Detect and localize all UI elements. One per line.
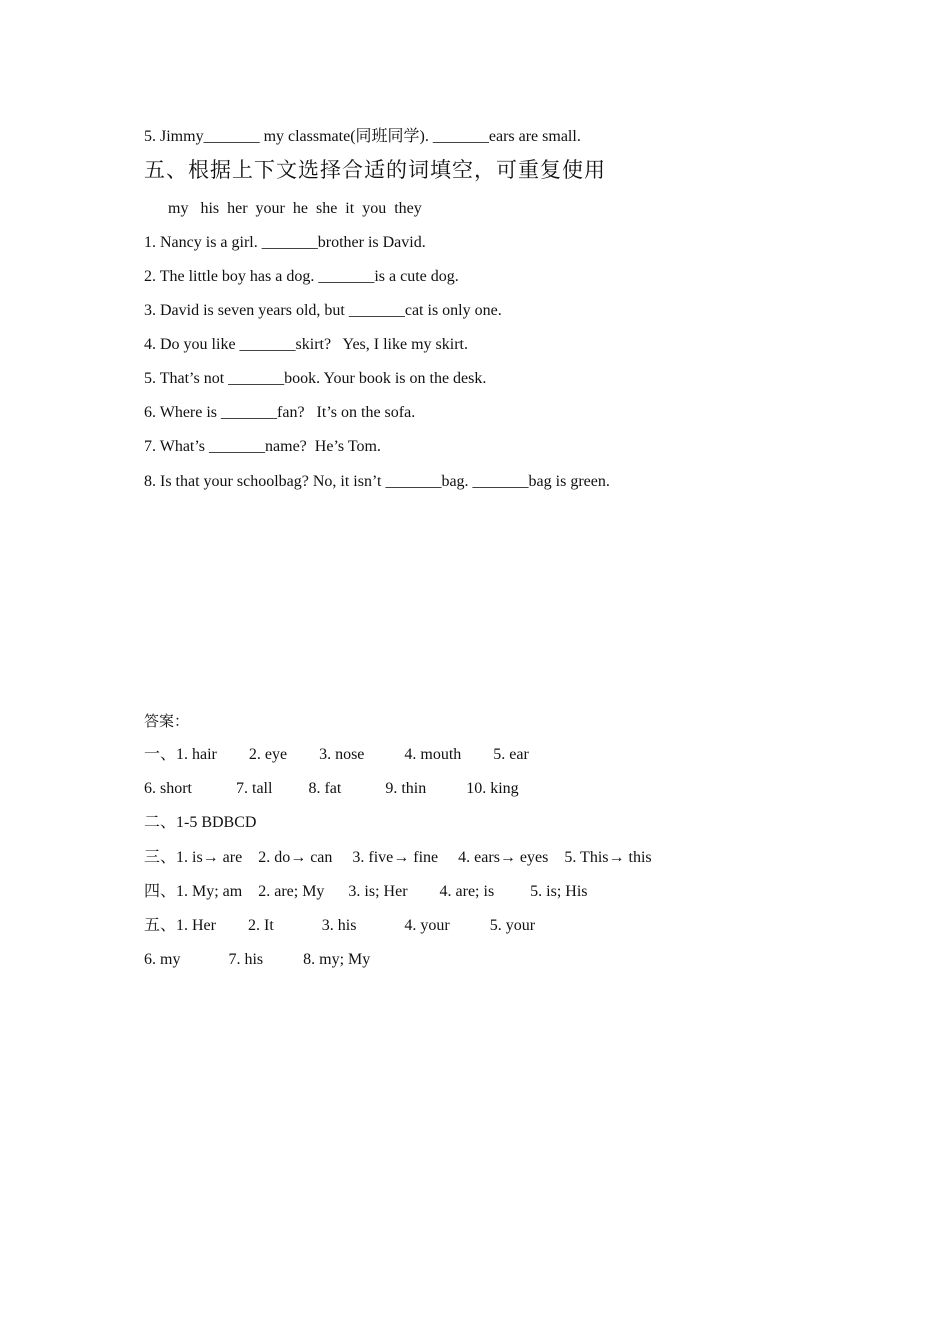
question-8: 8. Is that your schoolbag? No, it isn’t _______bag. _______bag is green. [144, 473, 610, 490]
question-5: 5. That’s not _______book. Your book is on the desk. [144, 370, 487, 387]
answer-line-4: 三、1. is→ are 2. do→ can 3. five→ fine 4. ears→ eyes 5. This→ this [144, 849, 652, 866]
answer-line-7: 6. my 7. his 8. my; My [144, 951, 371, 968]
question-1: 1. Nancy is a girl. _______brother is David. [144, 234, 426, 251]
answer-line-3: 二、1-5 BDBCD [144, 814, 257, 831]
answer-line-1: 一、1. hair 2. eye 3. nose 4. mouth 5. ear [144, 746, 529, 763]
answers-title: 答案： [144, 712, 190, 730]
question-3: 3. David is seven years old, but _______cat is only one. [144, 302, 502, 319]
word-bank: my his her your he she it you they [168, 200, 422, 217]
question-4: 4. Do you like _______skirt? Yes, I like my skirt. [144, 336, 468, 353]
section-five-heading: 五、根据上下文选择合适的词填空，可重复使用 [144, 158, 606, 182]
question-6: 6. Where is _______fan? It’s on the sofa. [144, 404, 416, 421]
answer-line-2: 6. short 7. tall 8. fat 9. thin 10. king [144, 780, 519, 797]
answer-line-5: 四、1. My; am 2. are; My 3. is; Her 4. are; is 5. is; His [144, 883, 588, 900]
answer-line-6: 五、1. Her 2. It 3. his 4. your 5. your [144, 917, 536, 934]
question-2: 2. The little boy has a dog. _______is a cute dog. [144, 268, 459, 285]
question-7: 7. What’s _______name? He’s Tom. [144, 438, 381, 455]
exercise-item-5: 5. Jimmy_______ my classmate(同班同学). _______ears are small. [144, 128, 581, 145]
